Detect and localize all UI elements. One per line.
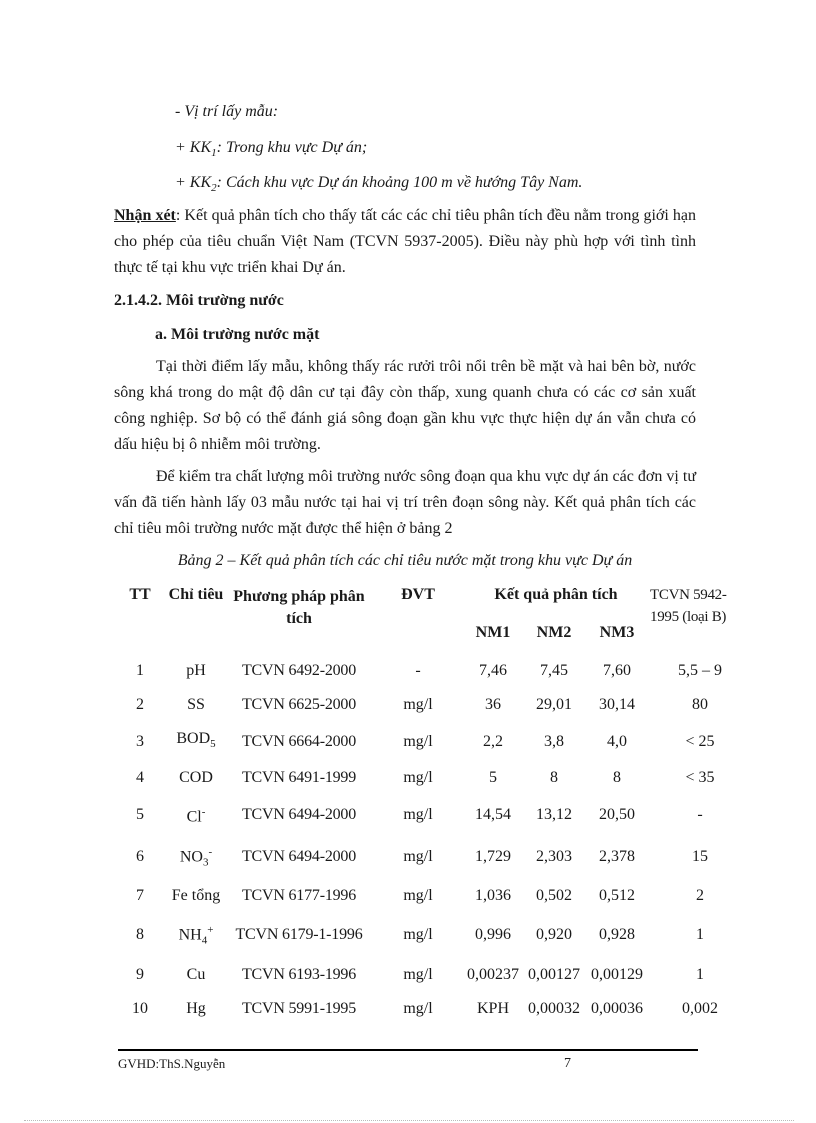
- standard-value: -: [697, 805, 703, 823]
- nm1-value: 0,00237: [467, 965, 519, 983]
- header-tt: TT: [129, 586, 151, 603]
- nm3-value: 2,378: [599, 847, 635, 865]
- header-nm3: NM3: [599, 624, 635, 641]
- indicator-name: $NH_4^+$: [178, 924, 214, 947]
- nm3-value: 8: [613, 769, 621, 787]
- unit-cell: mg/l: [403, 926, 433, 944]
- nm2-value: 8: [550, 769, 558, 787]
- indicator-name: $NO_3^-$: [179, 845, 213, 869]
- method-cell: TCVN 6193-1996: [241, 965, 357, 983]
- unit-cell: mg/l: [403, 887, 433, 905]
- standard-value: 2: [696, 887, 704, 905]
- table-row: [112, 722, 750, 761]
- section-heading: 2.1.4.2. Môi trường nước: [114, 292, 284, 309]
- method-cell: TCVN 6664-2000: [241, 732, 357, 750]
- subsection-heading: a. Môi trường nước mặt: [155, 326, 320, 343]
- footer-divider: [118, 1049, 698, 1051]
- indicator-name: pH: [186, 662, 206, 679]
- unit-cell: mg/l: [403, 999, 433, 1017]
- footer-advisor: GVHD:ThS.Nguyễn: [118, 1056, 226, 1071]
- nm2-value: 29,01: [536, 696, 572, 713]
- table-row: [112, 992, 750, 1026]
- nm2-value: 0,00032: [528, 999, 580, 1017]
- method-cell: TCVN 6179-1-1996: [235, 926, 363, 944]
- nm3-value: 7,60: [603, 662, 631, 679]
- table-row: [112, 688, 750, 722]
- nm2-value: 0,502: [536, 887, 572, 905]
- row-number: 2: [136, 696, 144, 713]
- kk2-item: + $KK_2$: Cách khu vực Dự án khoảng 100 m về hướng Tây Nam.: [175, 174, 583, 195]
- row-number: 7: [136, 887, 144, 905]
- method-cell: TCVN 6494-2000: [241, 805, 357, 823]
- header-indicator: Chỉ tiêu: [168, 586, 224, 603]
- indicator-name: Cl-: [186, 806, 206, 826]
- row-number: 5: [136, 805, 144, 823]
- paragraph-2: Để kiểm tra chất lượng môi trường nước sông đoạn qua khu vực dự án các đơn vị tư vấn đã tiến hành lấy 03 mẫu nước tại hai vị trí trên đoạn sông này. Kết quả phân tích các chỉ tiêu môi trường nước mặt được thể hiện ở bảng 2: [114, 468, 696, 537]
- header-nm1: NM1: [475, 624, 511, 641]
- row-number: 3: [136, 732, 144, 750]
- nm3-value: 0,00129: [591, 965, 643, 983]
- nm1-value: 1,729: [475, 847, 511, 865]
- header-method: Phương pháp phân tích: [233, 588, 365, 627]
- table-row: [112, 879, 750, 913]
- nm3-value: 0,928: [599, 926, 635, 944]
- nm1-value: 5: [489, 769, 497, 787]
- indicator-name: Fe tổng: [171, 887, 221, 905]
- method-cell: TCVN 6492-2000: [241, 662, 357, 679]
- nm3-value: 4,0: [607, 732, 627, 750]
- nm1-value: 1,036: [475, 887, 511, 905]
- nm1-value: 7,46: [479, 662, 507, 679]
- nm3-value: 0,512: [599, 887, 635, 905]
- row-number: 6: [136, 847, 144, 865]
- header-results: Kết quả phân tích: [494, 586, 618, 603]
- table-row: [112, 795, 750, 834]
- standard-value: 80: [692, 696, 708, 713]
- standard-value: < 35: [685, 769, 715, 787]
- unit-cell: mg/l: [403, 769, 433, 787]
- table-caption: Bảng 2 – Kết quả phân tích các chỉ tiêu nước mặt trong khu vực Dự án: [177, 552, 633, 569]
- results-table: [112, 584, 750, 1026]
- header-nm2: NM2: [536, 624, 572, 641]
- table-row: [112, 835, 750, 880]
- nm1-value: KPH: [476, 999, 509, 1017]
- method-cell: TCVN 6625-2000: [241, 696, 357, 713]
- unit-cell: mg/l: [403, 965, 433, 983]
- table-body: [112, 654, 750, 1026]
- indicator-name: COD: [179, 769, 213, 787]
- nm2-value: 3,8: [544, 732, 564, 750]
- unit-cell: mg/l: [403, 847, 433, 865]
- nm3-value: 0,00036: [591, 999, 643, 1017]
- method-cell: TCVN 6494-2000: [241, 847, 357, 865]
- standard-value: 5,5 – 9: [678, 662, 722, 679]
- nm2-value: 0,00127: [528, 965, 580, 983]
- unit-cell: mg/l: [403, 805, 433, 823]
- nm2-value: 2,303: [536, 847, 572, 865]
- standard-value: 15: [692, 847, 708, 865]
- nm2-value: 0,920: [536, 926, 572, 944]
- header-unit: ĐVT: [401, 586, 435, 603]
- page-edge-divider: [24, 1120, 794, 1121]
- paragraph-1: Tại thời điểm lấy mẫu, không thấy rác rưởi trôi nổi trên bề mặt và hai bên bờ, nước sông khá trong do mật độ dân cư tại đây còn thấp, xung quanh chưa có các cơ sản xuất công nghiệp. Sơ bộ có thể đánh giá sông đoạn gần khu vực thực hiện dự án vẫn chưa có dấu hiệu bị ô nhiễm môi trường.: [114, 358, 696, 453]
- standard-value: 1: [696, 926, 704, 944]
- table-row: [112, 761, 750, 795]
- unit-cell: mg/l: [403, 732, 433, 750]
- unit-cell: mg/l: [403, 696, 433, 713]
- nm3-value: 30,14: [599, 696, 635, 713]
- row-number: 1: [136, 662, 144, 679]
- kk1-item: + $KK_1$: Trong khu vực Dự án;: [175, 139, 368, 160]
- method-cell: TCVN 6491-1999: [241, 769, 357, 787]
- header-standard: TCVN 5942-1995 (loại B): [650, 587, 727, 625]
- indicator-name: Hg: [186, 999, 206, 1017]
- table-row: [112, 654, 750, 688]
- row-number: 9: [136, 965, 144, 983]
- table-row: [112, 913, 750, 958]
- page-number: 7: [564, 1056, 571, 1071]
- nm1-value: 2,2: [483, 732, 503, 750]
- method-cell: TCVN 5991-1995: [241, 999, 357, 1017]
- indicator-name: Cu: [186, 965, 206, 983]
- indicator-name: SS: [187, 696, 205, 713]
- nm2-value: 13,12: [536, 805, 572, 823]
- nm1-value: 0,996: [475, 926, 511, 944]
- row-number: 8: [136, 926, 144, 944]
- nm1-value: 36: [485, 696, 501, 713]
- nm3-value: 20,50: [599, 805, 635, 823]
- indicator-name: $BOD_5$: [176, 730, 216, 751]
- table-row: [112, 958, 750, 992]
- sample-location-label: - Vị trí lấy mẫu:: [175, 103, 279, 120]
- remark-label: Nhận xét: [114, 207, 176, 224]
- remark-paragraph: Nhận xét: Kết quả phân tích cho thấy tất các các chỉ tiêu phân tích đều nằm trong giới hạn cho phép của tiêu chuẩn Việt Nam (TCVN 5937-2005). Điều này phù hợp với tình tình thực tế tại khu vực triển khai Dự án.: [114, 207, 697, 276]
- standard-value: 0,002: [682, 999, 718, 1017]
- row-number: 4: [136, 769, 144, 787]
- standard-value: < 25: [685, 732, 715, 750]
- nm1-value: 14,54: [475, 805, 511, 823]
- unit-cell: -: [415, 662, 421, 679]
- standard-value: 1: [696, 965, 704, 983]
- row-number: 10: [132, 999, 148, 1017]
- nm2-value: 7,45: [540, 662, 568, 679]
- method-cell: TCVN 6177-1996: [241, 887, 357, 905]
